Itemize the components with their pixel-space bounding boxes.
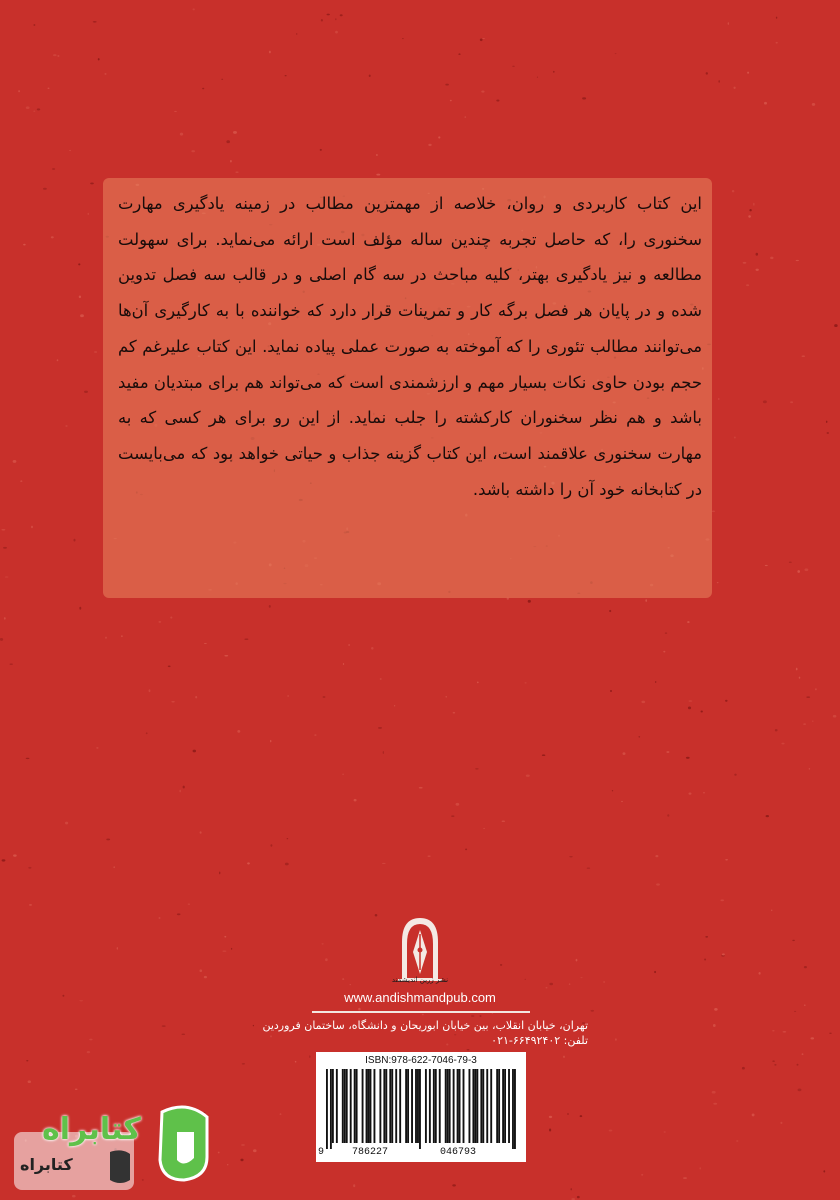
barcode-digits-right: 046793 [440, 1147, 477, 1158]
barcode-panel [316, 1052, 526, 1162]
barcode-lead-digit: 9 [318, 1147, 325, 1158]
isbn-label: ISBN:978-622-7046-79-3 [365, 1055, 477, 1066]
barcode-bars [326, 1069, 516, 1149]
publisher-phone: تلفن: ۶۶۴۹۲۴۰۲-۰۲۱ [491, 1034, 588, 1047]
publisher-website: www.andishmandpub.com [344, 990, 496, 1005]
back-cover-blurb: این کتاب کاربردی و روان، خلاصه از مهمترین مطالب در زمینه یادگیری مهارت سخنوری را، که حاصل تجربه چندین ساله مؤلف است ارائه می‌نماید. برای سهولت مطالعه و نیز یادگیری بهتر، کلیه مباحث در سه گام اصلی و در قالب سه فصل تدوین شده و در پایان هر فصل برگه کار و تمرینات قرار دارد که خواننده با به کارگیری آن‌ها می‌توانند مطالب تئوری را که آموخته به صورت عملی پیاده نماید. این کتاب علیرغم کم حجم بودن حاوی نکات بسیار مهم و ارزشمندی است که می‌تواند هم برای مبتدیان مفید باشد و هم نظر سخنوران کارکشته را جلب نماید. از این رو برای هر کسی که به مهارت سخنوری علاقمند است، این کتاب گزینه جذاب و حیاتی خواهد بود که می‌بایست در کتابخانه خود آن را داشته باشد. [118, 194, 702, 499]
publisher-logo-caption: نشر زرین اندیشمند [391, 976, 449, 984]
barcode-digits-left: 786227 [352, 1147, 389, 1158]
publisher-logo-icon [380, 912, 460, 982]
divider [312, 1011, 530, 1013]
publisher-address: تهران، خیابان انقلاب، بین خیابان ابوریحان و دانشگاه، ساختمان فروردین [262, 1019, 588, 1032]
ketabrah-brand: کتابراه [42, 1112, 141, 1147]
ketabrah-brand-small: کتابراه [20, 1155, 73, 1174]
